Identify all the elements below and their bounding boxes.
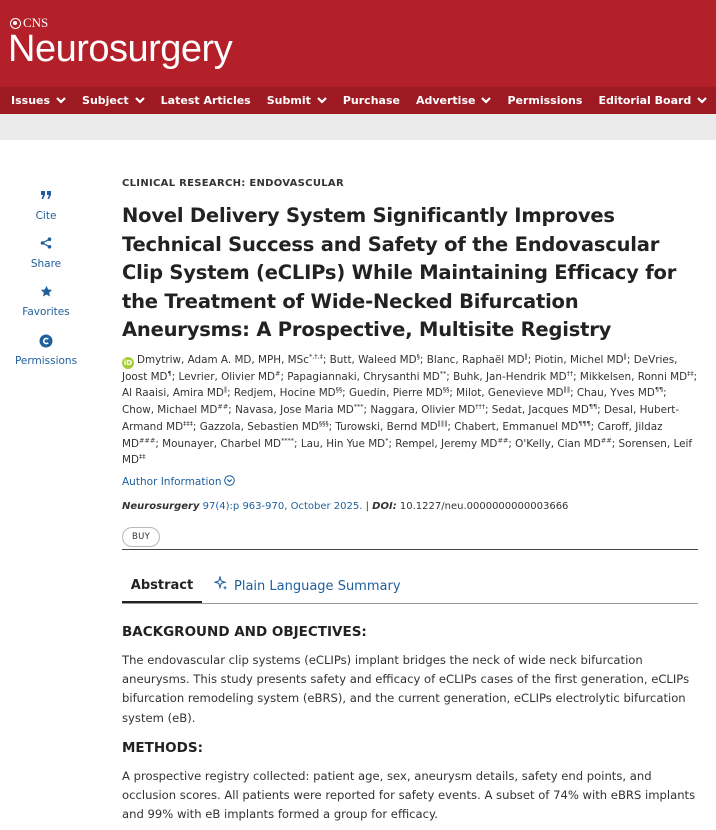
nav-label: Advertise [415, 94, 476, 107]
nav-subject[interactable] [82, 94, 145, 107]
nav-label: Editorial Board [598, 94, 692, 107]
citation-separator: | [365, 501, 369, 513]
section-body: A prospective registry collected: patient age, sex, aneurysm details, safety end points, and occlusion scores. All patients were reported for safety events. A subset of 74% with eBRS implants and 99% with eB implants formed a group for efficacy. [122, 769, 696, 822]
nav-label: Latest Articles [160, 94, 251, 107]
nav-advertise[interactable] [416, 94, 491, 107]
author-name[interactable]: O'Kelly, Cian MD [515, 437, 601, 450]
chevron-down-icon [317, 97, 327, 104]
main-nav [0, 87, 716, 114]
nav-label: Subject [82, 94, 129, 107]
sparkle-icon [214, 573, 228, 601]
section-body: The endovascular clip systems (eCLIPs) implant bridges the neck of wide neck bifurcation aneurysms. This study presents safety and efficacy of eCLIPs cases of the first generation, eCLIPs bifurcation remodeling system (eBRS), and the current generation, eCLIPs electrolytic bifurcation system (eB). [122, 653, 690, 725]
nav-submit[interactable] [267, 94, 327, 107]
author-information-label: Author Information [122, 476, 222, 489]
cite-tool[interactable] [14, 189, 78, 222]
author-affiliation-marker: ### [138, 436, 156, 445]
author-affiliation-marker: ¶¶ [588, 402, 598, 411]
author-affiliation-marker: §§ [335, 385, 343, 394]
author-name[interactable]: Buhk, Jan-Hendrik MD [453, 370, 567, 383]
author-affiliation-marker: ## [600, 436, 612, 445]
author-affiliation-marker: ¶¶ [654, 385, 664, 394]
author-name[interactable]: Sedat, Jacques MD [491, 404, 589, 417]
buy-button[interactable]: BUY [122, 527, 160, 547]
author-name[interactable]: Butt, Waleed MD [329, 353, 417, 366]
author-affiliation-marker: * [385, 436, 389, 445]
author-affiliation-marker: ‡‡‡ [183, 419, 193, 428]
author-name[interactable]: Redjem, Hocine MD [233, 387, 336, 400]
author-affiliation-marker: §§ [442, 385, 450, 394]
author-affiliation-marker: §§§ [318, 419, 329, 428]
author-affiliation-marker: # [275, 369, 281, 378]
favorites-label: Favorites [22, 306, 70, 318]
author-name[interactable]: Milot, Genevieve MD [456, 387, 564, 400]
author-affiliation-marker: ** [439, 369, 447, 378]
cns-label: CNS [23, 15, 49, 30]
author-affiliation-marker: ††† [475, 402, 485, 411]
tab-abstract[interactable]: Abstract [122, 572, 202, 603]
author-affiliation-marker: ‖ [524, 352, 528, 361]
article-category[interactable]: CLINICAL RESEARCH: ENDOVASCULAR [122, 178, 344, 189]
permissions-label: Permissions [14, 355, 78, 367]
journal-logo[interactable]: Neurosurgery [8, 28, 233, 70]
author-name[interactable]: Naggara, Olivier MD [370, 404, 476, 417]
author-affiliation-marker: ## [217, 402, 229, 411]
author-name[interactable]: Mounayer, Charbel MD [162, 437, 282, 450]
doi-label: DOI: [372, 501, 397, 513]
author-name[interactable]: Papagiannaki, Chrysanthi MD [287, 370, 440, 383]
author-name[interactable]: Rempel, Jeremy MD [395, 437, 498, 450]
author-list: iD Dmytriw, Adam A. MD, MPH, MSc*,†,‡; Butt, Waleed MD§; Blanc, Raphaël MD‖; Piotin, Michel MD‖; DeVries, Joost MD¶; Levrier, Olivier MD#; Papagiannaki, Chrysanthi MD**; Buhk, Jan-Hendrik MD††; Mikkelsen, Ronni MD‡‡; Al Raaisi, Amira MD‖; Redjem, Hocine MD§§; Guedin, Pierre MD§§; Milot, Genevieve MD‖‖; Chau, Yves MD¶¶; Chow, Michael MD##; Navasa, Jose Maria MD***; Naggara, Olivier MD†††; Sedat, Jacques MD¶¶; Desal, Hubert-Armand MD‡‡‡; Gazzola, Sebastien MD§§§; Turowski, Bernd MD‖‖‖; Chabert, Emmanuel MD¶¶¶; Caroff, Jildaz MD###; Mounayer, Charbel MD****; Lau, Hin Yue MD*; Rempel, Jeremy MD##; O'Kelly, Cian MD##; Sorensen, Leif MD‡‡ [122, 352, 698, 467]
quote-icon [14, 189, 78, 205]
share-icon [14, 237, 78, 253]
doi-value[interactable]: 10.1227/neu.0000000000003666 [399, 501, 569, 513]
sub-header-bar [0, 114, 716, 140]
share-tool[interactable] [14, 237, 78, 270]
author-name[interactable]: Turowski, Bernd MD [335, 420, 438, 433]
nav-label: Issues [11, 94, 51, 107]
citation-journal: Neurosurgery [122, 501, 200, 513]
star-icon [14, 285, 78, 301]
author-affiliation-marker: ‡‡ [138, 453, 146, 462]
nav-issues[interactable] [11, 94, 66, 107]
author-affiliation-marker: ## [497, 436, 509, 445]
section-heading: METHODS: [122, 740, 203, 756]
nav-purchase[interactable] [343, 94, 400, 107]
cns-seal-icon [10, 18, 21, 29]
copyright-icon [14, 334, 78, 350]
chevron-down-icon [481, 97, 491, 104]
nav-label: Submit [266, 94, 311, 107]
chevron-down-icon [135, 97, 145, 104]
section-heading: BACKGROUND AND OBJECTIVES: [122, 624, 367, 640]
author-name[interactable]: Chabert, Emmanuel MD [454, 420, 579, 433]
author-name[interactable]: Piotin, Michel MD [534, 353, 624, 366]
author-affiliation-marker: ‖‖ [563, 385, 571, 394]
chevron-down-icon [56, 97, 66, 104]
share-label: Share [30, 258, 62, 270]
author-affiliation-marker: ¶¶¶ [578, 419, 591, 428]
favorites-tool[interactable] [14, 285, 78, 318]
permissions-tool[interactable] [14, 334, 78, 367]
chevron-down-icon [697, 97, 707, 104]
author-affiliation-marker: ‡‡ [687, 369, 694, 378]
author-name[interactable]: Guedin, Pierre MD [348, 387, 443, 400]
tab-plain-language-summary[interactable] [214, 572, 401, 602]
article-title: Novel Delivery System Significantly Improves Technical Success and Safety of the Endovascular Clip System (eCLIPs) While Maintaining Efficacy for the Treatment of Wide-Necked Bifurcation Aneurysms: A Prospective, Multisite Registry [122, 204, 677, 341]
author-name[interactable]: Sorensen, Leif MD [122, 437, 693, 467]
author-name[interactable]: Desal, Hubert-Armand MD [122, 404, 680, 433]
author-affiliation-marker: ‖ [223, 385, 228, 394]
tab-plain-language-label: Plain Language Summary [234, 579, 401, 594]
author-name[interactable]: Levrier, Olivier MD [178, 370, 275, 383]
author-name[interactable]: Navasa, Jose Maria MD [235, 404, 354, 417]
citation-issue-link[interactable]: 97(4):p 963-970, October 2025. [202, 501, 363, 513]
nav-label: Purchase [342, 94, 400, 107]
author-name[interactable]: Caroff, Jildaz MD [122, 420, 663, 450]
site-header [0, 0, 716, 87]
author-name[interactable]: Blanc, Raphaël MD [426, 353, 525, 366]
content-tabs [122, 572, 698, 604]
chevron-down-circle-icon [224, 475, 235, 489]
author-affiliation-marker: ‖‖‖ [437, 419, 448, 428]
cite-label: Cite [35, 210, 57, 222]
article-header [122, 178, 698, 547]
author-affiliation-marker: § [416, 352, 420, 361]
orcid-icon[interactable]: iD [123, 358, 133, 367]
author-affiliation-marker: *** [353, 402, 364, 411]
author-affiliation-marker: †† [566, 369, 574, 378]
citation-line [122, 501, 698, 512]
author-name[interactable]: Chau, Yves MD [576, 387, 655, 400]
divider [122, 549, 698, 550]
nav-latest-articles[interactable] [161, 94, 251, 107]
author-affiliation-marker: *,†,‡ [308, 352, 323, 361]
author-affiliation-marker: **** [281, 436, 295, 445]
nav-permissions[interactable] [507, 94, 582, 107]
nav-editorial-board[interactable] [598, 94, 707, 107]
author-name[interactable]: Chow, Michael MD [122, 404, 218, 417]
author-affiliation-marker: ‖ [623, 352, 627, 361]
author-information-toggle[interactable] [122, 475, 698, 489]
author-affiliation-marker: ¶ [167, 369, 172, 378]
author-name[interactable]: Gazzola, Sebastien MD [199, 420, 319, 433]
author-name[interactable]: Al Raaisi, Amira MD [122, 387, 224, 400]
author-name[interactable]: DeVries, Joost MD [122, 353, 678, 383]
author-name[interactable]: Lau, Hin Yue MD [300, 437, 386, 450]
nav-label: Permissions [507, 94, 583, 107]
author-name[interactable]: Dmytriw, Adam A. MD, MPH, MSc [137, 353, 309, 366]
author-name[interactable]: Mikkelsen, Ronni MD [579, 370, 688, 383]
